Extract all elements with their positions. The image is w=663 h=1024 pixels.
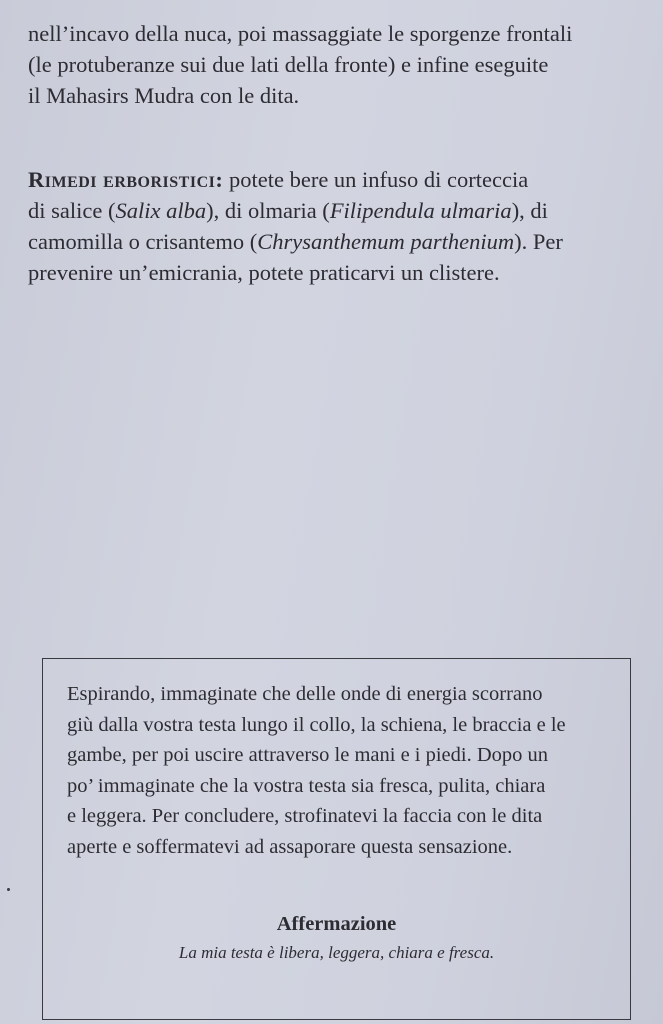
exercise-text [67, 679, 627, 862]
text-fragment: di salice ( [28, 198, 116, 223]
text-line [28, 226, 624, 257]
text-fragment: ), di [511, 198, 548, 223]
text-line: Espirando, immaginate che delle onde di energia scorrano [67, 683, 543, 705]
affirmation-text: La mia testa è libera, leggera, chiara e fresca. [178, 943, 495, 962]
text-fragment: camomilla o crisantemo ( [28, 229, 258, 254]
margin-mark [7, 888, 10, 891]
text-line: gambe, per poi uscire attraverso le mani e i piedi. Dopo un [67, 744, 549, 766]
text-fragment: potete bere un infuso di corteccia [223, 167, 529, 192]
text-line: (le protuberanze sui due lati della fronte) e infine eseguite [28, 52, 549, 77]
text-fragment: ). Per [514, 229, 563, 254]
latin-name-salix: Salix alba [115, 198, 207, 223]
exercise-box [42, 658, 631, 1020]
text-fragment: ), di olmaria ( [206, 198, 330, 223]
paragraph-massage-instructions [28, 18, 624, 111]
text-line: e leggera. Per concludere, strofinatevi la faccia con le dita [67, 805, 543, 827]
paragraph-herbal-remedies [28, 164, 624, 288]
latin-name-filipendula: Filipendula ulmaria [329, 198, 512, 223]
text-line: prevenire un’emicrania, potete praticarvi un clistere. [28, 260, 500, 285]
text-line: po’ immaginate che la vostra testa sia fresca, pulita, chiara [67, 774, 546, 797]
text-line [28, 164, 624, 195]
latin-name-chrysanthemum: Chrysanthemum parthenium [257, 229, 515, 254]
section-heading-herbal-remedies: Rimedi erboristici: [28, 167, 224, 192]
text-line [28, 195, 624, 226]
text-line: giù dalla vostra testa lungo il collo, la schiena, le braccia e le [67, 713, 566, 736]
text-line: nell’incavo della nuca, poi massaggiate le sporgenze frontali [28, 21, 573, 46]
text-line: il Mahasirs Mudra con le dita. [28, 83, 300, 108]
affirmation-title: Affermazione [276, 913, 397, 935]
text-line: aperte e soffermatevi ad assaporare questa sensazione. [67, 835, 513, 858]
